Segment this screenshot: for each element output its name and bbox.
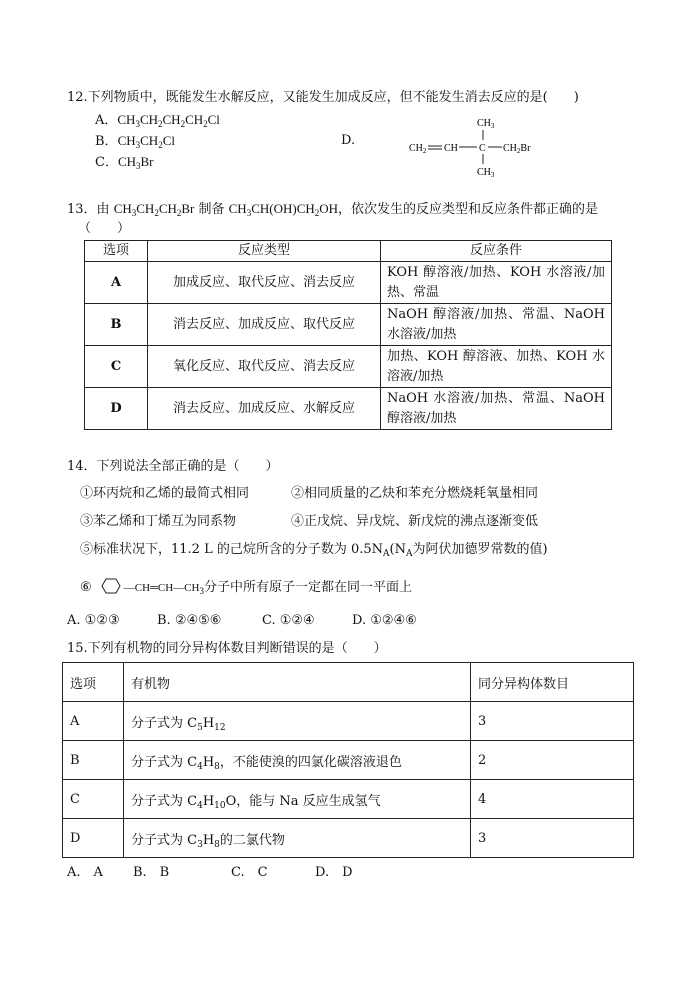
row-option: C	[63, 780, 124, 819]
row-compound: 分子式为 $C_5H_{12}$	[124, 702, 471, 741]
q15-option-d: D. D	[315, 865, 353, 880]
table-row	[63, 780, 634, 819]
table-row	[63, 819, 634, 858]
row-option: D	[85, 388, 148, 430]
header-reaction-condition: 反应条件	[381, 241, 612, 262]
q14-option-d: D. ①②④⑥	[352, 613, 417, 628]
struct-c: C	[479, 143, 486, 154]
struct-bottom-ch3: $CH_3$	[477, 167, 495, 179]
row-condition: NaOH 醇溶液/加热、常温、NaOH 水溶液/加热	[381, 304, 612, 346]
q12-option-d-structure	[405, 112, 545, 182]
benzene-ring-icon	[96, 576, 124, 596]
header-option: 选项	[63, 663, 124, 702]
row-option: B	[63, 741, 124, 780]
q12-option-a: A．$CH_3CH_2CH_2CH_2Cl$	[95, 112, 220, 129]
q15-option-a: A. A	[67, 865, 103, 880]
row-type: 加成反应、取代反应、消去反应	[148, 262, 381, 304]
q12-option-c: C．$CH_3Br$	[95, 154, 154, 171]
side-chain: $—CH═CH—CH_3$	[123, 582, 204, 596]
row-option: A	[85, 262, 148, 304]
q14-option-b: B. ②④⑤⑥	[157, 613, 222, 628]
q14-statement-4: ④正戊烷、异戊烷、新戊烷的沸点逐渐变低	[291, 514, 539, 529]
q14-statement-5: ⑤标准状况下，11.2 L 的己烷所含的分子数为 $0.5N_A(N_A$为阿伏加德罗常数的值)	[80, 542, 548, 559]
struct-ch2-left: $CH_2$	[409, 143, 427, 155]
table-header-row	[85, 241, 612, 262]
header-reaction-type: 反应类型	[148, 241, 381, 262]
q15-option-c: C. C	[231, 865, 268, 880]
row-isomer-count: 2	[471, 741, 634, 780]
table-row	[63, 741, 634, 780]
header-isomer-count: 同分异构体数目	[471, 663, 634, 702]
struct-top-ch3: $CH_3$	[477, 118, 495, 130]
table-row	[85, 346, 612, 388]
header-compound: 有机物	[124, 663, 471, 702]
row-isomer-count: 3	[471, 702, 634, 741]
q15-option-b: B. B	[133, 865, 170, 880]
row-type: 氧化反应、取代反应、消去反应	[148, 346, 381, 388]
row-option: A	[63, 702, 124, 741]
row-type: 消去反应、加成反应、取代反应	[148, 304, 381, 346]
row-option: D	[63, 819, 124, 858]
row-type: 消去反应、加成反应、水解反应	[148, 388, 381, 430]
q14-statement-2: ②相同质量的乙炔和苯充分燃烧耗氧量相同	[291, 486, 539, 501]
q14-option-c: C. ①②④	[262, 613, 315, 628]
table-row	[85, 388, 612, 430]
q14-stem: 14．下列说法全部正确的是（ ）	[67, 459, 279, 474]
table-header-row	[63, 663, 634, 702]
row-option: B	[85, 304, 148, 346]
row-option: C	[85, 346, 148, 388]
q13-stem: 13．由 $CH_3CH_2CH_2Br$ 制备 $CH_3CH(OH)CH_2OH$，依次发生的反应类型和反应条件都正确的是	[67, 201, 599, 218]
q14-statement-6: ⑥ $—CH═CH—CH_3$分子中所有原子一定都在同一平面上	[80, 576, 412, 597]
q12-stem: 12.下列物质中，既能发生水解反应，又能发生加成反应，但不能发生消去反应的是( )	[67, 90, 579, 105]
q15-stem: 15.下列有机物的同分异构体数目判断错误的是（ ）	[67, 641, 387, 656]
row-compound: 分子式为 $C_4H_{10}O$，能与 Na 反应生成氢气	[124, 780, 471, 819]
struct-ch2br: $CH_2Br$	[503, 143, 531, 155]
q13-table	[84, 240, 612, 430]
q14-statement-3: ③苯乙烯和丁烯互为同系物	[80, 514, 237, 529]
table-row	[85, 262, 612, 304]
q14-option-a: A. ①②③	[67, 613, 120, 628]
q14-statement-1: ①环丙烷和乙烯的最简式相同	[80, 486, 250, 501]
row-compound: 分子式为 $C_4H_8$，不能使溴的四氯化碳溶液退色	[124, 741, 471, 780]
row-condition: NaOH 水溶液/加热、常温、NaOH 醇溶液/加热	[381, 388, 612, 430]
table-row	[63, 702, 634, 741]
header-option: 选项	[85, 241, 148, 262]
q12-option-d-label: D.	[341, 133, 356, 148]
row-compound: 分子式为 $C_3H_8$的二氯代物	[124, 819, 471, 858]
row-isomer-count: 4	[471, 780, 634, 819]
q12-option-b: B．$CH_3CH_2Cl$	[95, 133, 175, 150]
row-condition: KOH 醇溶液/加热、KOH 水溶液/加热、常温	[381, 262, 612, 304]
struct-ch: CH	[444, 143, 458, 154]
row-condition: 加热、KOH 醇溶液、加热、KOH 水溶液/加热	[381, 346, 612, 388]
row-isomer-count: 3	[471, 819, 634, 858]
table-row	[85, 304, 612, 346]
q13-answer-paren: （ ）	[78, 221, 131, 236]
q15-table	[62, 662, 634, 858]
